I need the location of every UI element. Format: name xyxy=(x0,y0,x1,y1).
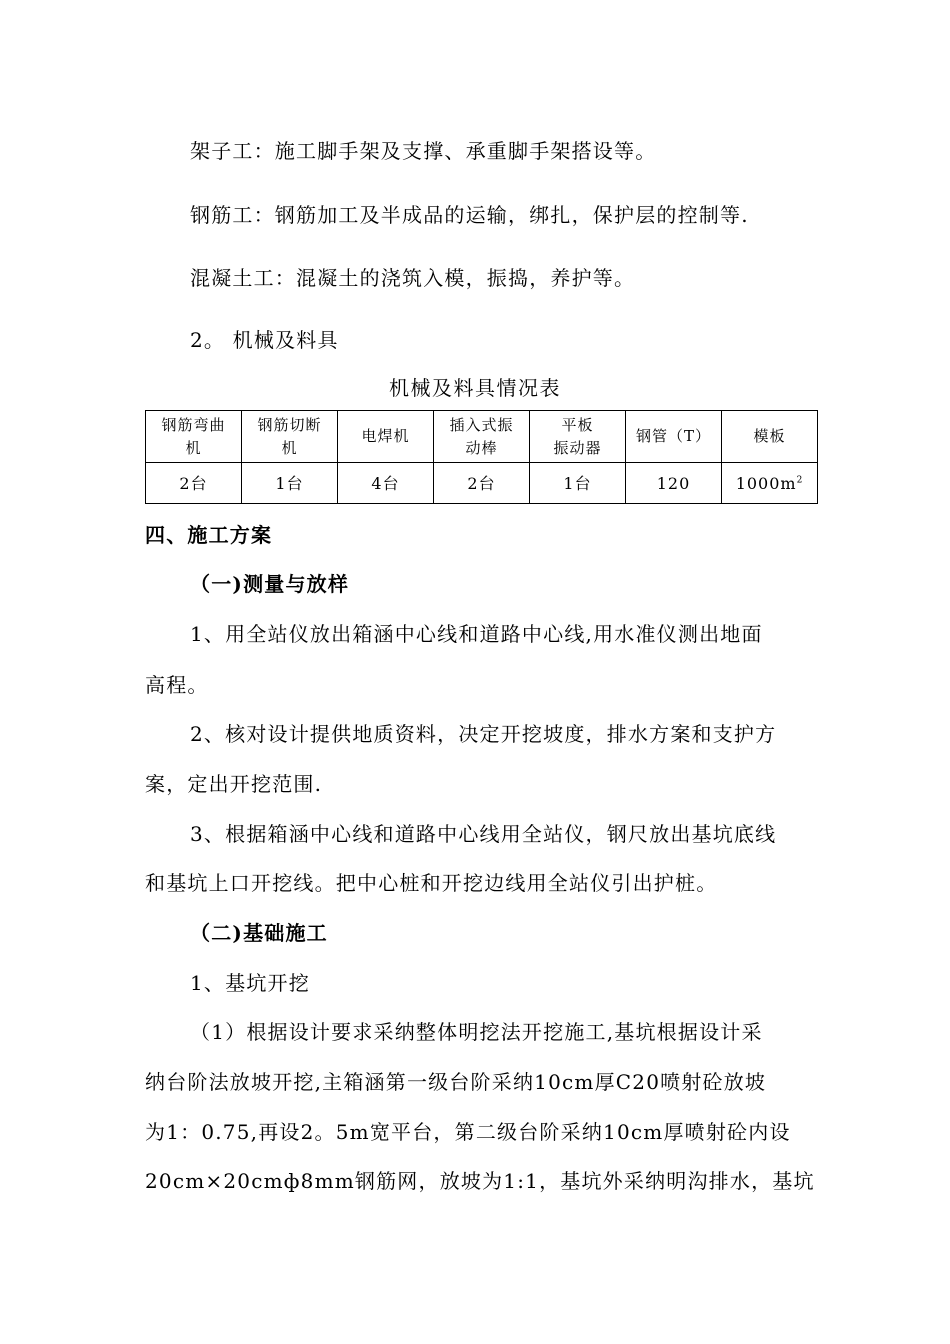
value-cell: 4台 xyxy=(338,463,434,504)
paragraph-line: 2、核对设计提供地质资料，决定开挖坡度，排水方案和支护方 xyxy=(190,722,777,746)
paragraph-line: 和基坑上口开挖线。把中心桩和开挖边线用全站仪引出护桩。 xyxy=(145,871,718,895)
table-value-row xyxy=(146,463,818,504)
table-caption: 机械及料具情况表 xyxy=(389,376,561,400)
header-cell: 模板 xyxy=(722,411,818,463)
value-cell: 2台 xyxy=(434,463,530,504)
paragraph-line: 20cm×20cmф8mm钢筋网，放坡为1:1，基坑外采纳明沟排水，基坑 xyxy=(145,1169,815,1193)
paragraph-line: 纳台阶法放坡开挖,主箱涵第一级台阶采纳10cm厚C20喷射砼放坡 xyxy=(145,1070,767,1094)
header-cell: 平板 振动器 xyxy=(530,411,626,463)
subsection-title-survey: （一)测量与放样 xyxy=(190,572,350,596)
header-cell: 钢筋切断 机 xyxy=(242,411,338,463)
section-title: 四、施工方案 xyxy=(145,523,273,547)
header-cell: 钢筋弯曲 机 xyxy=(146,411,242,463)
labor-rebar: 钢筋工：钢筋加工及半成品的运输，绑扎，保护层的控制等. xyxy=(190,203,749,227)
labor-scaffolder: 架子工：施工脚手架及支撑、承重脚手架搭设等。 xyxy=(190,139,657,163)
value-cell: 2台 xyxy=(146,463,242,504)
subsection-title-foundation: （二)基础施工 xyxy=(190,921,328,945)
value-cell: $1000m^2$ xyxy=(722,463,818,504)
paragraph-line: 1、用全站仪放出箱涵中心线和道路中心线,用水准仪测出地面 xyxy=(190,622,763,646)
header-cell: 电焊机 xyxy=(338,411,434,463)
equipment-table xyxy=(145,410,818,504)
header-cell: 钢管（T） xyxy=(626,411,722,463)
labor-concrete: 混凝土工：混凝土的浇筑入模，振捣，养护等。 xyxy=(190,266,636,290)
paragraph-line: 3、根据箱涵中心线和道路中心线用全站仪，钢尺放出基坑底线 xyxy=(190,822,777,846)
value-cell: 1台 xyxy=(242,463,338,504)
item-excavation: 1、基坑开挖 xyxy=(190,971,310,995)
paragraph-line: 为1：0.75,再设2。5m宽平台，第二级台阶采纳10cm厚喷射砼内设 xyxy=(145,1120,791,1144)
paragraph-line: （1）根据设计要求采纳整体明挖法开挖施工,基坑根据设计采 xyxy=(190,1020,763,1044)
paragraph-line: 高程。 xyxy=(145,673,209,697)
subsection-machinery: 2。 机械及料具 xyxy=(190,328,339,352)
paragraph-line: 案，定出开挖范围. xyxy=(145,772,323,796)
value-cell: 1台 xyxy=(530,463,626,504)
value-cell: 120 xyxy=(626,463,722,504)
table-header-row xyxy=(146,411,818,463)
header-cell: 插入式振 动棒 xyxy=(434,411,530,463)
